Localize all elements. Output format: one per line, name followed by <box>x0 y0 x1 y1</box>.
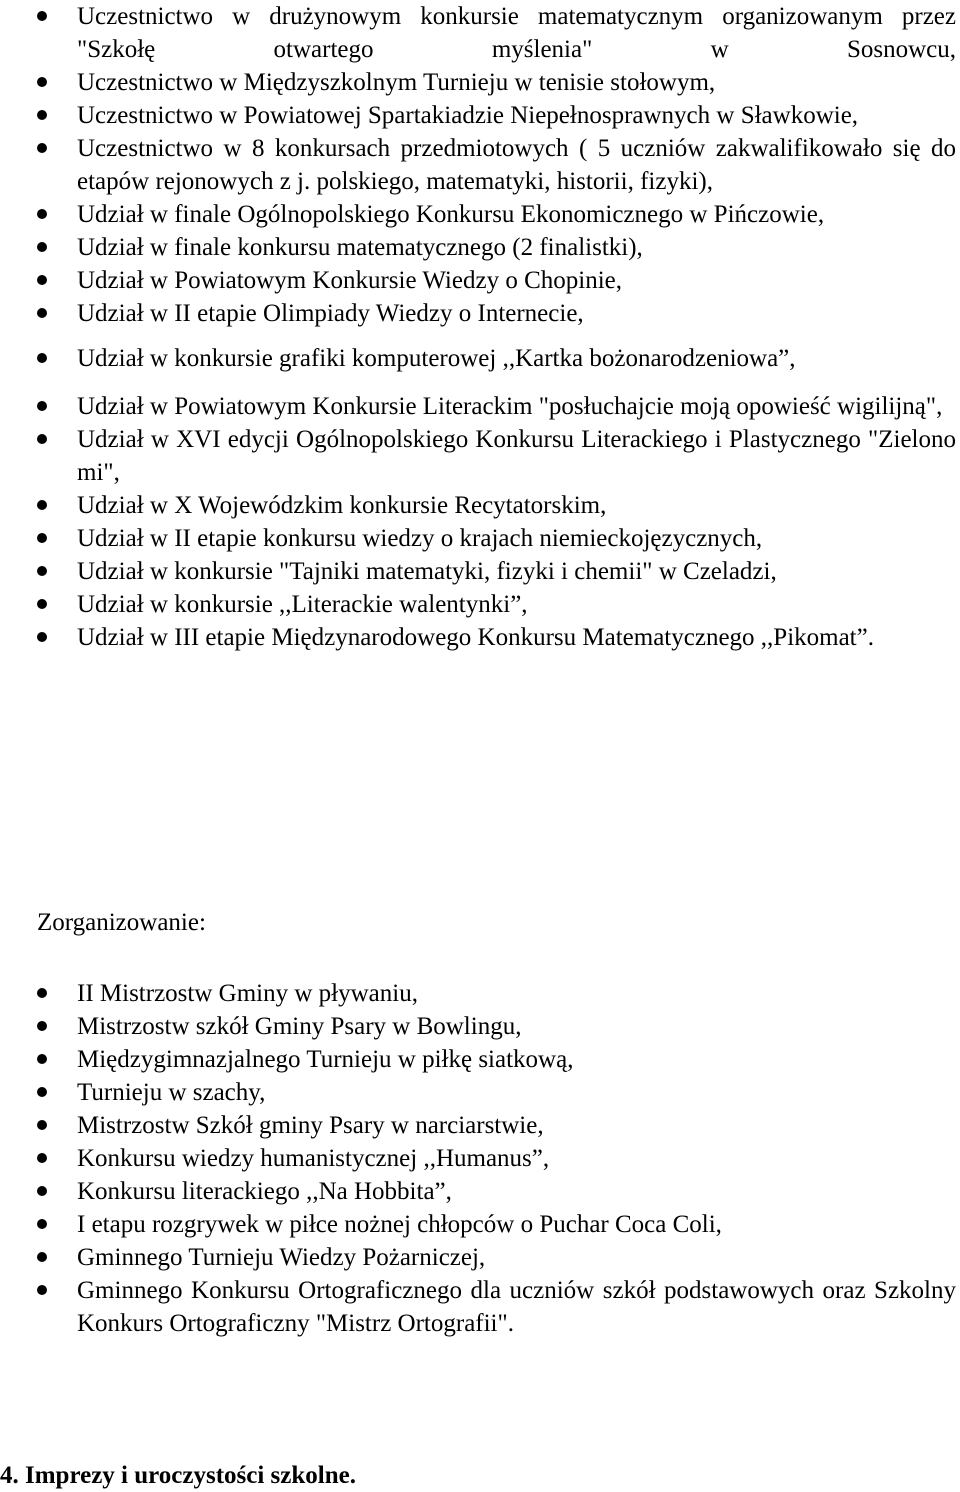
list-item: Udział w konkursie "Tajniki matematyki, fizyki i chemii" w Czeladzi, <box>0 555 956 588</box>
organized-label: Zorganizowanie: <box>37 909 206 936</box>
list-item: I etapu rozgrywek w piłce nożnej chłopców o Puchar Coca Coli, <box>0 1208 956 1241</box>
list-item: Gminnego Konkursu Ortograficznego dla uczniów szkół podstawowych oraz Szkolny Konkurs Ortograficzny "Mistrz Ortografii". <box>0 1274 956 1340</box>
list-item: Mistrzostw szkół Gminy Psary w Bowlingu, <box>0 1010 956 1043</box>
organized-list <box>0 977 956 1340</box>
list-item: Uczestnictwo w 8 konkursach przedmiotowych ( 5 uczniów zakwalifikowało się do etapów rejonowych z j. polskiego, matematyki, historii, fizyki), <box>0 132 956 198</box>
list-item: Udział w II etapie konkursu wiedzy o krajach niemieckojęzycznych, <box>0 522 956 555</box>
list-item: Udział w X Wojewódzkim konkursie Recytatorskim, <box>0 489 956 522</box>
list-item: Międzygimnazjalnego Turnieju w piłkę siatkową, <box>0 1043 956 1076</box>
list-item: Udział w II etapie Olimpiady Wiedzy o Internecie, <box>0 297 956 330</box>
list-item: Turnieju w szachy, <box>0 1076 956 1109</box>
list-item: Uczestnictwo w Powiatowej Spartakiadzie Niepełnosprawnych w Sławkowie, <box>0 99 956 132</box>
list-item: Udział w finale Ogólnopolskiego Konkursu Ekonomicznego w Pińczowie, <box>0 198 956 231</box>
section-heading: 4. Imprezy i uroczystości szkolne. <box>0 1462 356 1489</box>
list-item: Udział w konkursie ,,Literackie walentynki”, <box>0 588 956 621</box>
list-item: Gminnego Turnieju Wiedzy Pożarniczej, <box>0 1241 956 1274</box>
list-item: Udział w III etapie Międzynarodowego Konkursu Matematycznego ,,Pikomat”. <box>0 621 956 654</box>
participation-list <box>0 0 956 654</box>
list-item: Udział w Powiatowym Konkursie Literackim "posłuchajcie moją opowieść wigilijną", <box>0 390 956 423</box>
list-item: Konkursu literackiego ,,Na Hobbita”, <box>0 1175 956 1208</box>
list-item: Udział w XVI edycji Ogólnopolskiego Konkursu Literackiego i Plastycznego "Zielono mi", <box>0 423 956 489</box>
list-item: Udział w konkursie grafiki komputerowej ,,Kartka bożonarodzeniowa”, <box>0 342 956 375</box>
list-item: Uczestnictwo w Międzyszkolnym Turnieju w tenisie stołowym, <box>0 66 956 99</box>
list-item: Udział w Powiatowym Konkursie Wiedzy o Chopinie, <box>0 264 956 297</box>
list-item: Mistrzostw Szkół gminy Psary w narciarstwie, <box>0 1109 956 1142</box>
list-item: Konkursu wiedzy humanistycznej ,,Humanus”, <box>0 1142 956 1175</box>
list-item: Udział w finale konkursu matematycznego (2 finalistki), <box>0 231 956 264</box>
list-item: II Mistrzostw Gminy w pływaniu, <box>0 977 956 1010</box>
list-item: Uczestnictwo w drużynowym konkursie matematycznym organizowanym przez "Szkołę otwartego myślenia" w Sosnowcu, <box>0 0 956 66</box>
